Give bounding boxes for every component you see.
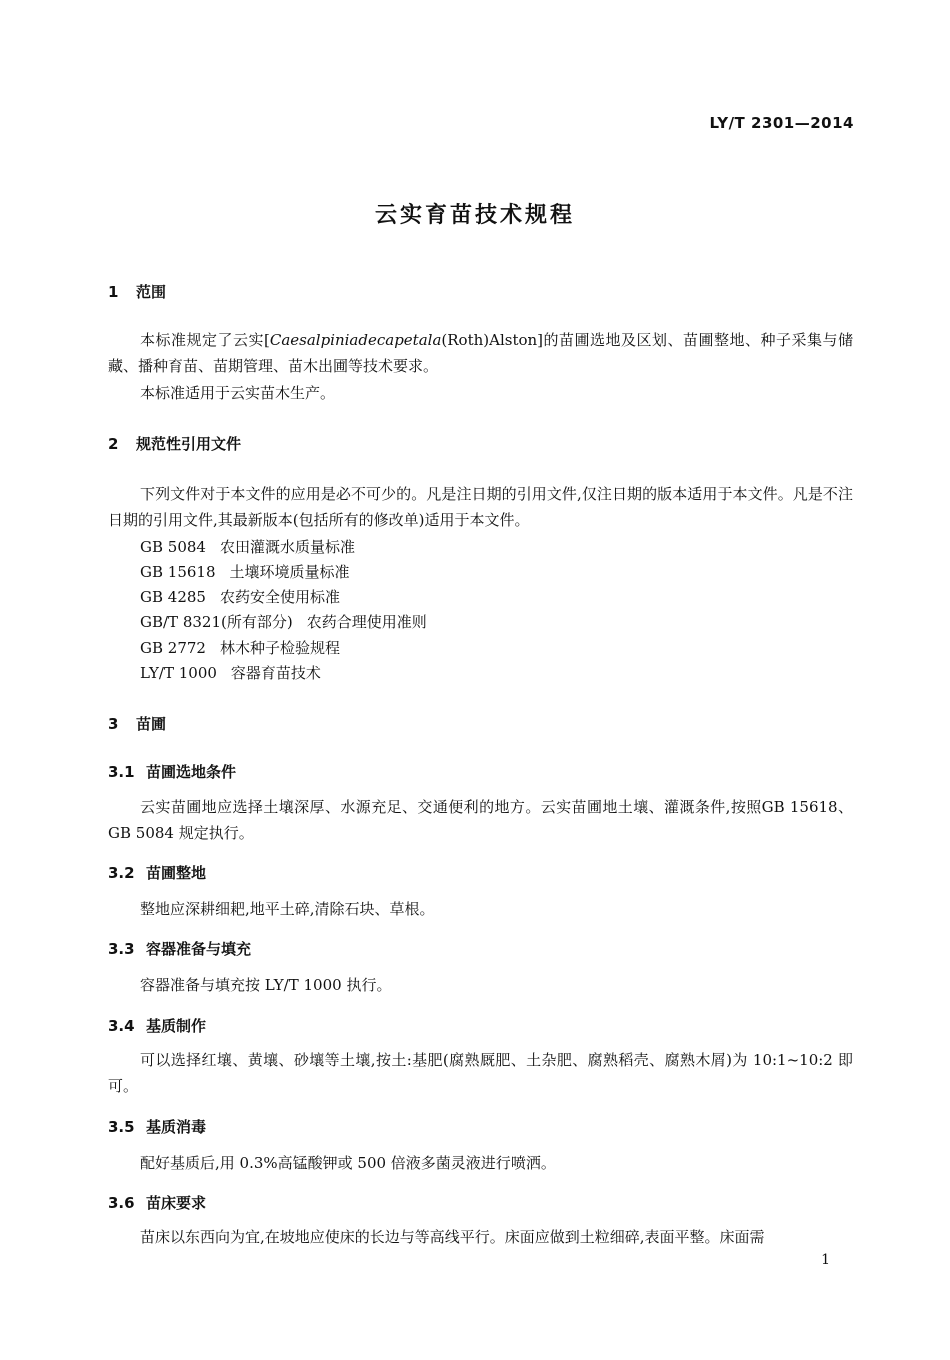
- standard-number: LY/T 2301—2014: [709, 114, 854, 132]
- document-title: 云实育苗技术规程: [374, 203, 575, 228]
- section-3-4-paragraph: 可以选择红壤、黄壤、砂壤等土壤,按土:基肥(腐熟厩肥、土杂肥、腐熟稻壳、腐熟木屑)为 10:1~10:2 即可。: [108, 1051, 853, 1095]
- section-3-2-heading: [108, 862, 206, 883]
- page-number: 1: [821, 1252, 830, 1268]
- section-3-2-paragraph: 整地应深耕细耙,地平土碎,清除石块、草根。: [140, 900, 435, 918]
- section-title: 苗圃: [136, 715, 167, 733]
- section-3-1-heading: [108, 761, 236, 782]
- section-number: 3: [108, 715, 119, 733]
- section-3-6-paragraph: 苗床以东西向为宜,在坡地应使床的长边与等高线平行。床面应做到土粒细碎,表面平整。床面需: [140, 1228, 765, 1246]
- reference-code: GB/T 8321(所有部分): [140, 613, 293, 631]
- section-number: 3.1: [108, 763, 135, 781]
- reference-item: [140, 586, 340, 607]
- section-title: 容器准备与填充: [146, 940, 252, 958]
- section-3-3-heading: [108, 938, 251, 959]
- section-title: 基质消毒: [146, 1118, 207, 1136]
- reference-code: GB 2772: [140, 639, 206, 657]
- reference-name: 林木种子检验规程: [219, 639, 340, 657]
- section-title: 苗床要求: [146, 1194, 207, 1212]
- section-1-paragraph-1: [108, 327, 853, 379]
- reference-item: [140, 611, 427, 632]
- reference-name: 农药合理使用准则: [306, 613, 427, 631]
- section-title: 苗圃选地条件: [146, 763, 237, 781]
- section-number: 2: [108, 435, 119, 453]
- reference-item: [140, 662, 321, 683]
- section-title: 基质制作: [146, 1017, 207, 1035]
- section-number: 3.6: [108, 1194, 135, 1212]
- reference-item: [140, 561, 350, 582]
- reference-name: 容器育苗技术: [230, 664, 321, 682]
- section-3-3-paragraph: 容器准备与填充按 LY/T 1000 执行。: [140, 976, 392, 994]
- section-number: 3.3: [108, 940, 135, 958]
- section-title: 范围: [136, 283, 167, 301]
- section-3-6-heading: [108, 1192, 206, 1213]
- text-fragment: (Roth)Alston]的苗圃选地及区划、苗圃整地、种子采集与储藏、播种育苗、苗期管理、苗木出圃等技术要求。: [108, 331, 853, 375]
- species-name: Caesalpiniadecapetala: [269, 331, 442, 349]
- reference-item: [140, 536, 355, 557]
- section-2-paragraph: 下列文件对于本文件的应用是必不可少的。凡是注日期的引用文件,仅注日期的版本适用于本文件。凡是不注日期的引用文件,其最新版本(包括所有的修改单)适用于本文件。: [108, 485, 853, 529]
- section-3-heading: [108, 713, 166, 734]
- section-2-heading: [108, 433, 241, 454]
- reference-code: GB 15618: [140, 563, 216, 581]
- section-3-5-heading: [108, 1116, 206, 1137]
- reference-name: 农田灌溉水质量标准: [219, 538, 355, 556]
- section-number: 3.2: [108, 864, 135, 882]
- section-number: 3.5: [108, 1118, 135, 1136]
- section-title: 苗圃整地: [146, 864, 207, 882]
- section-3-5-paragraph: 配好基质后,用 0.3%高锰酸钾或 500 倍液多菌灵液进行喷洒。: [140, 1154, 556, 1172]
- reference-code: GB 4285: [140, 588, 206, 606]
- section-1-heading: [108, 281, 166, 302]
- reference-name: 土壤环境质量标准: [229, 563, 350, 581]
- reference-item: [140, 637, 340, 658]
- reference-code: GB 5084: [140, 538, 206, 556]
- section-number: 3.4: [108, 1017, 135, 1035]
- section-1-paragraph-2: 本标准适用于云实苗木生产。: [140, 384, 336, 402]
- reference-name: 农药安全使用标准: [219, 588, 340, 606]
- section-3-1-paragraph: 云实苗圃地应选择土壤深厚、水源充足、交通便利的地方。云实苗圃地土壤、灌溉条件,按照GB 15618、GB 5084 规定执行。: [108, 798, 853, 842]
- section-3-4-heading: [108, 1015, 206, 1036]
- reference-code: LY/T 1000: [140, 664, 217, 682]
- section-number: 1: [108, 283, 119, 301]
- text-fragment: 本标准规定了云实[: [140, 331, 270, 349]
- section-title: 规范性引用文件: [136, 435, 242, 453]
